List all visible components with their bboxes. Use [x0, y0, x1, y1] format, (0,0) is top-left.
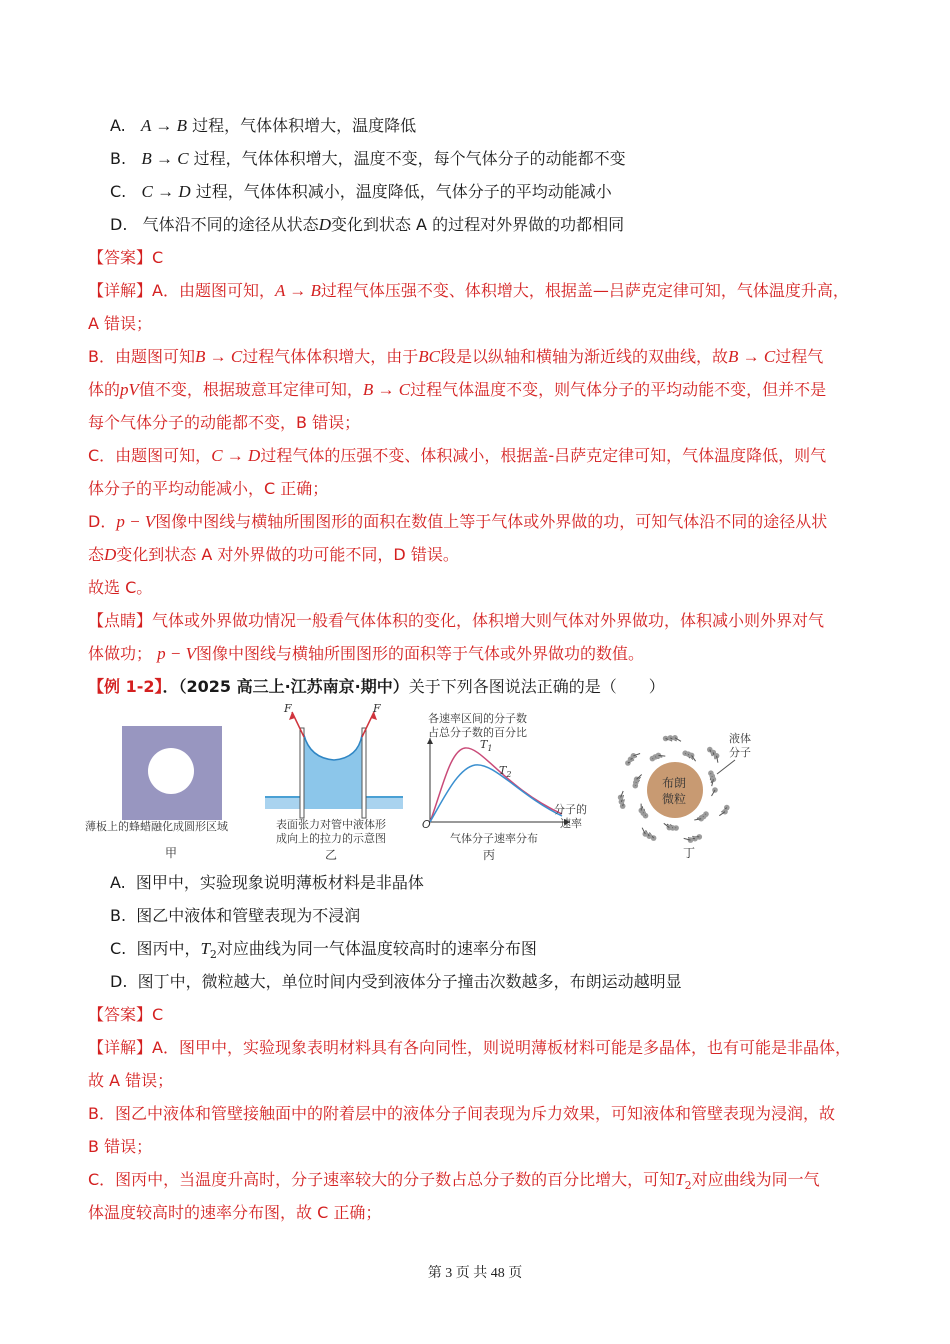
figure-label: 丙 — [483, 848, 496, 862]
figure-caption: 气体分子速率分布 — [450, 832, 538, 845]
detail-line: A 错误； — [88, 314, 153, 333]
math-expr: B → C — [141, 149, 189, 168]
liquid-molecule — [663, 736, 669, 742]
detail-line: B．由题图可知B → C过程气体体积增大，由于BC段是以纵轴和横轴为渐近线的双曲线，故B → C过程气 — [88, 347, 824, 366]
option-c: C. 图丙中，$T_2$对应曲线为同一气体温度较高时的速率分布图 — [110, 939, 537, 962]
option-letter: B. — [110, 906, 127, 925]
answer-label: 【答案】C — [88, 1005, 164, 1024]
option-letter: C. — [110, 182, 127, 201]
chart-xlabel: 速率 — [560, 817, 582, 830]
figure-caption: 成向上的拉力的示意图 — [276, 832, 386, 845]
math-expr: D — [318, 215, 331, 234]
detail-line: D．p − V图像中图线与横轴所围图形的面积在数值上等于气体或外界做的功，可知气体沿不同的途径从状 — [88, 512, 828, 531]
option-text: 过程，气体体积减小，温度降低，气体分子的平均动能减小 — [195, 182, 612, 201]
detail-line: B．图乙中液体和管壁接触面中的附着层中的液体分子间表现为斥力效果，可知液体和管壁表现为浸润，故 — [88, 1104, 835, 1123]
figure-jia — [85, 720, 265, 865]
option-c — [110, 181, 612, 203]
option-text: 过程，气体体积增大，温度不变，每个气体分子的动能都不变 — [193, 149, 626, 168]
detail-line: 每个气体分子的动能都不变，B 错误； — [88, 413, 361, 432]
liquid-molecule — [672, 735, 678, 741]
figure-label: 甲 — [165, 846, 178, 860]
option-d — [110, 214, 624, 236]
option-letter: A. — [110, 116, 126, 135]
option-text: 图甲中，实验现象说明薄板材料是非晶体 — [135, 873, 424, 892]
answer-label: 【答案】C — [88, 248, 164, 267]
example-label: 【例 1-2】 — [88, 677, 163, 696]
option-b — [110, 148, 626, 170]
page-footer: 第 3 页 共 48 页 — [427, 1266, 523, 1281]
option-text: 变化到状态 A 的过程对外界做的功都相同 — [330, 215, 625, 234]
force-label: F — [284, 702, 292, 715]
question-text: 关于下列各图说法正确的是（ ） — [408, 677, 665, 696]
force-label: F — [373, 702, 381, 715]
particle-label: 微粒 — [662, 792, 687, 806]
figure-label: 乙 — [325, 848, 338, 862]
option-b — [110, 905, 360, 927]
option-letter: C. — [110, 939, 127, 958]
chart-xlabel: 分子的 — [554, 803, 587, 816]
figure-yi — [262, 700, 407, 865]
option-a — [110, 872, 424, 894]
option-letter: A. — [110, 873, 126, 892]
melted-circle — [148, 748, 194, 794]
figure-ding — [605, 730, 770, 865]
liquid-label: 液体 — [729, 732, 751, 745]
option-letter: D. — [110, 215, 128, 234]
detail-line: 态D变化到状态 A 对外界做的功可能不同，D 错误。 — [88, 545, 459, 564]
point-line: 【点睛】气体或外界做功情况一般看气体体积的变化，体积增大则气体对外界做功，体积减小则外界对气 — [88, 611, 825, 630]
option-letter: B. — [110, 149, 127, 168]
question-source: ．（2025 高三上·江苏南京·期中） — [162, 677, 409, 696]
figure-bing — [420, 710, 595, 865]
detail-line: C．由题图可知，C → D过程气体的压强不变、体积减小，根据盖-吕萨克定律可知，气体温度降低，则气 — [88, 446, 827, 465]
point-line: 体做功； p − V图像中图线与横轴所围图形的面积等于气体或外界做功的数值。 — [88, 644, 644, 663]
detail-line: 体温度较高时的速率分布图，故 C 正确； — [88, 1203, 382, 1222]
option-text: 过程，气体体积增大，温度降低 — [192, 116, 417, 135]
option-text: 图丁中，微粒越大，单位时间内受到液体分子撞击次数越多，布朗运动越明显 — [137, 972, 682, 991]
label-pointer — [717, 760, 735, 774]
detail-line: 故 A 错误； — [88, 1071, 174, 1090]
option-text-pre: 气体沿不同的途径从状态 — [142, 215, 319, 234]
curve-label-t1: $T_1$ — [480, 738, 493, 754]
liquid-label: 分子 — [729, 746, 751, 759]
detail-line: C．图丙中，当温度升高时，分子速率较大的分子数占总分子数的百分比增大，可知$T_2$对应曲线为同一气 — [88, 1170, 820, 1193]
particle-label: 布朗 — [662, 776, 687, 790]
chart-origin: O — [422, 818, 431, 831]
option-d — [110, 971, 682, 993]
velocity-arrow — [658, 755, 665, 756]
math-expr: C → D — [141, 182, 191, 201]
detail-line: 体分子的平均动能减小，C 正确； — [88, 479, 329, 498]
math-expr: A → B — [141, 116, 187, 135]
option-a — [110, 115, 416, 137]
option-text: 图乙中液体和管壁表现为不浸润 — [136, 906, 361, 925]
question-stem — [88, 676, 665, 698]
figure-label: 丁 — [683, 846, 696, 860]
detail-line: 体的pV值不变，根据玻意耳定律可知，B → C过程气体温度不变，则气体分子的平均动能不变，但并不是 — [88, 380, 827, 399]
detail-line: 故选 C。 — [88, 578, 153, 597]
detail-line: B 错误； — [88, 1137, 153, 1156]
detail-line: 【详解】A．由题图可知，A → B过程气体压强不变、体积增大，根据盖—吕萨克定律可知，气体温度升高， — [88, 281, 849, 300]
liquid-molecule — [618, 795, 624, 801]
option-letter: D. — [110, 972, 128, 991]
figure-caption: 表面张力对管中液体形 — [276, 818, 386, 831]
chart-ylabel: 占总分子数的百分比 — [428, 726, 527, 739]
figure-caption: 薄板上的蜂蜡融化成圆形区域 — [85, 820, 228, 833]
chart-ylabel: 各速率区间的分子数 — [428, 712, 527, 725]
curve-label-t2: $T_2$ — [499, 764, 512, 780]
detail-line: 【详解】A．图甲中，实验现象表明材料具有各向同性，则说明薄板材料可能是多晶体，也有可能是非晶体， — [88, 1038, 851, 1057]
